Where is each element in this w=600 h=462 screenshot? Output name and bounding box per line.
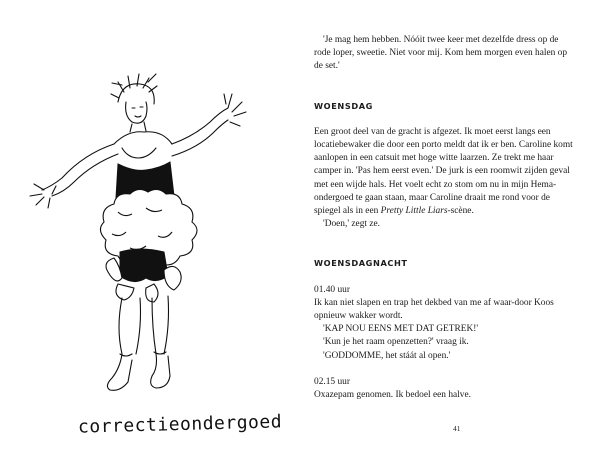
time-entry-1: 01.40 uur (314, 284, 350, 295)
intro-paragraph: 'Je mag hem hebben. Nóóit twee keer met dezelfde dress op de rode loper, sweetie. Niet voor mij. Kom hem morgen even halen op de set.' (314, 35, 568, 72)
illustration-caption: correctieondergoed (77, 411, 283, 438)
woensdag-paragraph-2: 'Doen,' zegt ze. (323, 219, 380, 230)
entry-1-line-1: Ik kan niet slapen en trap het dekbed van me af waar-door Koos opnieuw wakker wordt. (314, 297, 554, 322)
woman-in-shapewear-illustration (22, 52, 272, 402)
time-entry-2: 02.15 uur (314, 376, 350, 387)
woensdag-paragraph-1 (314, 126, 574, 218)
woensdag-paragraph-1-start: Een groot deel van de gracht is afgezet. Ik moet eerst langs een locatiebewaker die door een porto meldt dat ik er ben. Caroline komt aanlopen in een catsuit met hoge witte laarzen. Ze trekt me haar camper in. 'Pas hem eerst even.' De jurk is een roomwit zijden geval met een wijde hals. Het voelt echt zo stom om nu in mijn Hema-ondergoed te gaan staan, maar Caroline draait me rond voor de spiegel als in een (314, 126, 573, 217)
heading-woensdagnacht: WOENSDAGNACHT (314, 258, 408, 269)
page-number: 41 (453, 424, 461, 433)
entry-2-line-1: Oxazepam genomen. Ik bedoel een halve. (314, 390, 471, 401)
woensdag-paragraph-1-title: Pretty Little Liars (380, 206, 448, 217)
heading-woensdag: WOENSDAG (314, 100, 373, 111)
entry-1-line-2: 'KAP NOU EENS MET DAT GETREK!' (323, 324, 479, 335)
entry-1-line-4: 'GODDOMME, het stáát al open.' (323, 350, 451, 361)
page-text (314, 34, 574, 402)
right-page (300, 0, 600, 462)
entry-1-line-3: 'Kun je het raam openzetten?' vraag ik. (323, 337, 469, 348)
woensdag-paragraph-1-end: -scène. (447, 206, 474, 217)
